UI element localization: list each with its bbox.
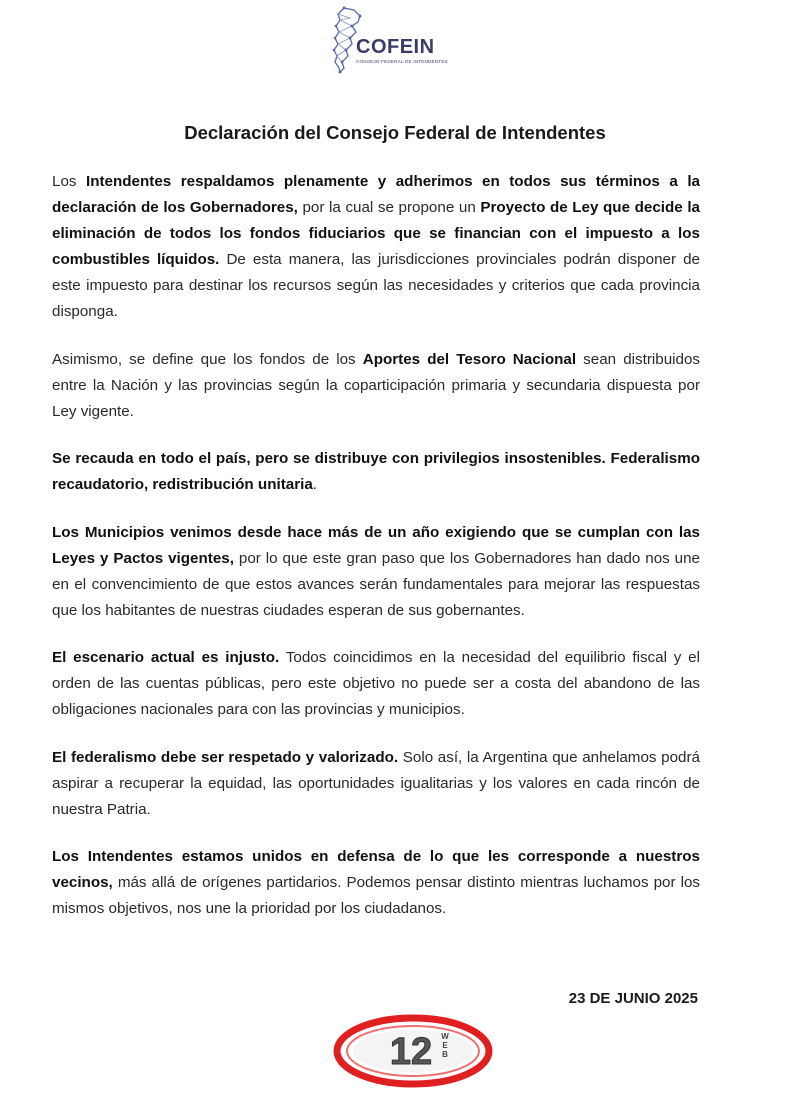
paragraph	[52, 520, 700, 624]
logo-web-letters	[441, 1032, 449, 1059]
logo-letter: W	[441, 1032, 449, 1041]
logo-subtitle: CONSEJO FEDERAL DE INTENDENTES	[356, 59, 448, 64]
text-span: Los	[52, 173, 86, 190]
text-span: sean distribuidos entre la Nación y las provincias según la coparticipación primaria y secundaria dispuesta por Ley vigente.	[52, 350, 701, 420]
paragraph	[52, 446, 700, 498]
text-span: Asimismo, se define que los fondos de los	[52, 350, 363, 368]
paragraph	[52, 645, 700, 723]
bold-text: El federalismo debe ser respetado y valorizado.	[52, 748, 399, 766]
document-date: 23 DE JUNIO 2025	[568, 990, 698, 1007]
text-span: Todos coincidimos en la necesidad del equilibrio fiscal y el orden de las cuentas públicas, pero este objetivo no puede ser a costa del abandono de las obligaciones nacionales para con las provincias y municipios.	[52, 649, 700, 718]
bold-text: Proyecto de Ley que decide la eliminación de todos los fondos fiduciarios que se financian con el impuesto a los combustibles líquidos.	[52, 199, 700, 268]
text-span: .	[312, 476, 318, 493]
bold-text: Aportes del Tesoro Nacional	[362, 350, 577, 368]
logo-letter: E	[442, 1041, 448, 1050]
bold-text: Los Municipios venimos desde hace más de un año exigiendo que se cumplan con las Leyes y Pactos vigentes,	[52, 523, 700, 567]
text-span: más allá de orígenes partidarios. Podemos pensar distinto mientras luchamos por los mismos objetivos, nos une la prioridad por los ciudadanos.	[52, 874, 700, 917]
text-span: De esta manera, las jurisdicciones provinciales podrán disponer de este impuesto para destinar los recursos según las necesidades y criterios que cada provincia disponga.	[52, 251, 700, 320]
text-span: por la cual se propone un	[297, 199, 481, 216]
document-title: Declaración del Consejo Federal de Intendentes	[184, 122, 606, 143]
bold-text: El escenario actual es injusto.	[52, 649, 280, 666]
12web-logo	[333, 1014, 495, 1090]
logo-number: 12	[389, 1031, 433, 1073]
logo-name: COFEIN	[356, 36, 435, 58]
bold-text: Se recauda en todo el país, pero se distribuye con privilegios insostenibles. Federalismo recaudatorio, redistribución unitaria	[52, 450, 700, 493]
logo-letter: B	[442, 1050, 448, 1059]
paragraph	[52, 844, 700, 922]
bold-text: Los Intendentes estamos unidos en defensa de lo que les corresponde a nuestros vecinos,	[52, 848, 700, 891]
document-body	[52, 169, 700, 944]
text-span: por lo que este gran paso que los Gobernadores han dado nos une en el convencimiento de que estos avances serán fundamentales para mejorar las respuestas que los habitantes de nuestras ciudades esperan de sus gobernantes.	[52, 549, 700, 619]
bold-text: Intendentes respaldamos plenamente y adherimos en todos sus términos a la declaración de los Gobernadores,	[52, 173, 700, 216]
text-span: Solo así, la Argentina que anhelamos podrá aspirar a recuperar la equidad, las oportunidades igualitarias y los valores en cada rincón de nuestra Patria.	[52, 748, 700, 818]
paragraph	[52, 169, 700, 325]
paragraph	[52, 745, 700, 823]
paragraph	[52, 347, 700, 425]
cofein-logo	[330, 6, 460, 72]
